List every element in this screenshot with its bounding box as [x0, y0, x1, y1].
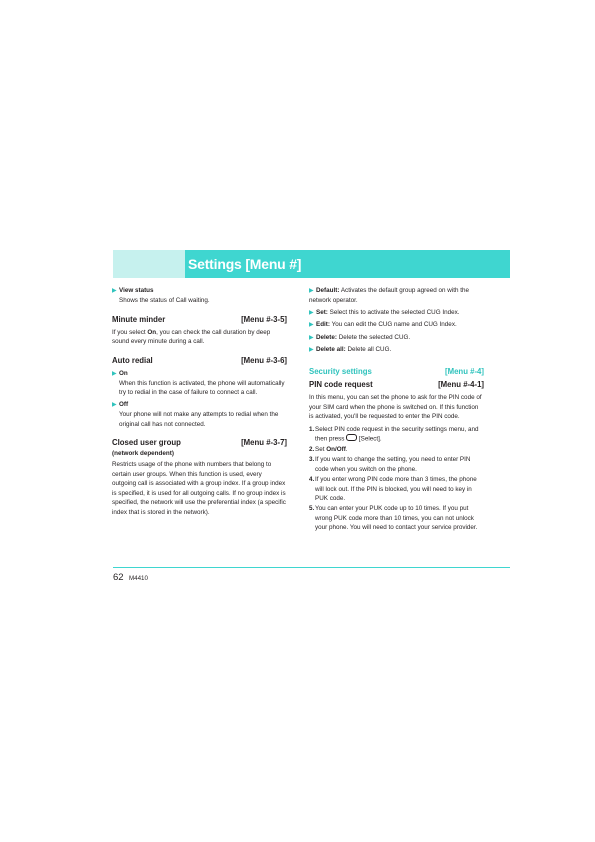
auto-redial-on-item — [112, 369, 287, 398]
pin-code-text: In this menu, you can set the phone to ask for the PIN code of your SIM card when the phone is switched on. If this function is activated, you'll be requested to enter the PIN code. — [309, 394, 482, 421]
auto-redial-title: Auto redial — [112, 355, 153, 365]
pin-step — [309, 455, 484, 474]
pin-step-text-post: [Select]. — [357, 435, 382, 443]
right-column — [309, 286, 484, 534]
pin-code-title: PIN code request — [309, 380, 373, 390]
closed-user-group-heading — [112, 438, 287, 448]
auto-redial-on-text: When this function is activated, the phone will automatically try to redial in the case of failure to connect a call. — [119, 380, 285, 397]
minute-minder-text-bold: On — [147, 328, 157, 336]
cug-option-title: Delete all: — [316, 346, 346, 354]
pin-step-text: If you enter wrong PIN code more than 3 times, the phone will lock out. If the PIN is blocked, you will need to key in PUK code. — [315, 476, 477, 502]
triangle-bullet-icon: ▶ — [112, 288, 117, 294]
view-status-item — [112, 286, 287, 306]
cug-option-text: Select this to activate the selected CUG Index. — [327, 308, 460, 316]
minute-minder-heading — [112, 315, 287, 325]
auto-redial-off-text: Your phone will not make any attempts to redial when the original call has not connected. — [119, 411, 279, 428]
pin-step-number: 1. — [309, 425, 315, 433]
cug-option-text: Delete all CUG. — [345, 346, 392, 354]
pin-step-text: If you want to change the setting, you need to enter PIN code when you switch on the phone. — [315, 456, 471, 473]
pin-code-menu: [Menu #-4-1] — [438, 380, 484, 390]
minute-minder-text-post: , you can check the call duration by deep sound every minute during a call. — [112, 328, 271, 346]
cug-option-text: You can edit the CUG name and CUG Index. — [330, 321, 457, 329]
pin-step-text-pre: Select PIN code request in the security settings menu, and then press — [315, 425, 479, 443]
security-settings-menu: [Menu #-4] — [445, 367, 484, 377]
closed-user-group-title: Closed user group — [112, 438, 181, 448]
view-status-text: Shows the status of Call waiting. — [119, 297, 210, 305]
pin-step — [309, 445, 484, 454]
cug-option-title: Delete: — [316, 333, 337, 341]
minute-minder-menu: [Menu #-3-5] — [241, 314, 287, 324]
pin-step — [309, 504, 484, 532]
auto-redial-off-item — [112, 400, 287, 429]
triangle-bullet-icon: ▶ — [112, 370, 117, 377]
security-settings-heading — [309, 367, 484, 377]
cug-option-title: Default: — [316, 287, 340, 294]
page-number: 62 — [113, 572, 124, 583]
auto-redial-menu: [Menu #-3-6] — [241, 355, 287, 365]
triangle-bullet-icon: ▶ — [309, 347, 314, 354]
cug-option-set — [309, 308, 484, 318]
cug-option-title: Edit: — [316, 321, 330, 329]
page-title: Settings [Menu #] — [188, 256, 302, 272]
pin-step — [309, 425, 484, 444]
triangle-bullet-icon: ▶ — [112, 401, 117, 408]
cug-option-delete-all — [309, 345, 484, 355]
auto-redial-on-title: On — [119, 369, 128, 377]
footer-divider — [113, 567, 510, 568]
left-column — [112, 286, 287, 517]
closed-user-group-menu: [Menu #-3-7] — [241, 438, 287, 448]
cug-option-default — [309, 286, 484, 306]
auto-redial-off-title: Off — [119, 400, 129, 408]
triangle-bullet-icon: ▶ — [309, 322, 314, 329]
select-key-icon — [346, 434, 357, 441]
triangle-bullet-icon: ▶ — [309, 288, 314, 294]
pin-step-number: 2. — [309, 445, 315, 453]
cug-option-delete — [309, 333, 484, 343]
closed-user-group-text: Restricts usage of the phone with numbers that belong to certain user groups. When this function is used, every outgoing call is associated with a group index. If a group index is specified, it is used for all outgoing calls. If no group index is specified, the network will use the preferential index (a specific index that is stored in the network). — [112, 461, 286, 516]
pin-step-text-pre: Set — [315, 445, 327, 453]
security-settings-title: Security settings — [309, 367, 372, 377]
cug-option-edit — [309, 320, 484, 330]
cug-option-text: Activates the default group agreed on with the network operator. — [309, 287, 469, 305]
triangle-bullet-icon: ▶ — [309, 334, 314, 341]
minute-minder-text — [112, 328, 287, 347]
pin-step-text — [315, 425, 484, 444]
view-status-title: View status — [119, 287, 154, 294]
pin-step-text-bold: On/Off — [326, 445, 346, 453]
minute-minder-text-pre: If you select — [112, 328, 148, 336]
minute-minder-title: Minute minder — [112, 314, 166, 324]
model-name: M4410 — [129, 575, 148, 582]
closed-user-group-subtitle: (network dependent) — [112, 450, 174, 458]
pin-code-heading — [309, 380, 484, 390]
pin-step-number: 4. — [309, 476, 315, 484]
auto-redial-heading — [112, 356, 287, 366]
pin-step-number: 5. — [309, 505, 315, 513]
pin-step-number: 3. — [309, 456, 315, 464]
cug-option-title: Set: — [316, 308, 328, 316]
pin-step — [309, 475, 484, 503]
pin-step-text — [315, 445, 348, 454]
pin-step-text: You can enter your PUK code up to 10 times. If you put wrong PUK code more than 10 times, you can not unlock your phone. You will need to contact your service provider. — [315, 505, 478, 532]
cug-option-text: Delete the selected CUG. — [337, 333, 411, 341]
triangle-bullet-icon: ▶ — [309, 309, 314, 316]
pin-step-text-post: . — [345, 445, 348, 453]
